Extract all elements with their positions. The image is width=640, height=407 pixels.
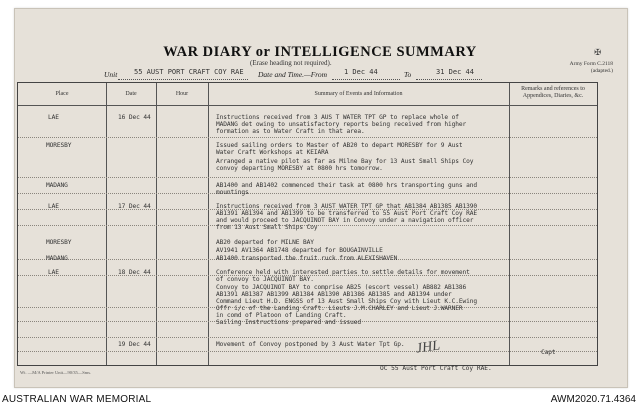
entry-line: convoy departing MORESBY at 0800 hrs tomorrow. [216, 165, 383, 172]
date-to-label: To [404, 70, 412, 79]
entry-line: Sailing Instructions prepared and issued [216, 319, 362, 326]
entry-place: LAE [48, 269, 59, 276]
entry-place: LAE [48, 114, 59, 121]
archive-reference: AWM2020.71.4364 [550, 394, 636, 405]
entry-line: Convoy to JACQUINOT BAY to comprise AB25 (escort vessel) AB882 AB1386 [216, 284, 467, 291]
entry-line: AB1400 transported the fruit ruck from ALEXISHAVEN [216, 255, 398, 262]
entry-date: 17 Dec 44 [118, 203, 151, 210]
unit-value: 55 AUST PORT CRAFT COY RAE [134, 68, 244, 76]
document-subtitle: (Erase heading not required). [250, 59, 332, 67]
unit-date-line [0, 70, 640, 82]
entry-line: Conference held with interested parties to settle details for movement [216, 269, 470, 276]
entry-line: in comd of Platoon of Landing Craft. [216, 312, 347, 319]
entry-line: MADANG det owing to unsatisfactory reports being received from higher [216, 121, 467, 128]
entry-line: AV1941 AV1364 AB1748 departed for BOUGAINVILLE [216, 247, 383, 254]
entry-line: AB1391 AB1394 and AB1399 to be transferred to 55 Aust Port Craft Coy RAE [216, 210, 478, 217]
entry-line: AB1391 AB1387 AB1399 AB1384 AB1390 AB1386 AB1385 and AB1394 under [216, 291, 452, 298]
column-header-remarks: Remarks and references to Appendices, Diaries, &c. [521, 86, 585, 99]
entry-line: AB20 departed for MILNE BAY [216, 239, 314, 246]
column-header-summary: Summary of Events and Information [314, 91, 403, 97]
remarks-rank: Capt [541, 349, 556, 356]
date-to-value: 31 Dec 44 [436, 68, 474, 76]
entry-line: Water Craft Workshops at KEIARA [216, 149, 329, 156]
printer-imprint: Wt. —M/A Printer Unit—90/35—Sms. [20, 370, 92, 375]
column-header-place: Place [55, 91, 69, 97]
entry-line: and would proceed to JACQUINOT BAY in Convoy under a navigation officer [216, 217, 474, 224]
entry-place: MADANG [46, 182, 68, 189]
army-form-reference: Army Form C.2118 (adapted.) [569, 61, 613, 74]
date-from-value: 1 Dec 44 [344, 68, 378, 76]
entry-place: LAE [48, 203, 59, 210]
entry-line: Issued sailing orders to Master of AB20 to depart MORESBY for 9 Aust [216, 142, 463, 149]
entry-place: MORESBY [46, 239, 72, 246]
entry-line: Offr i/c of the Landing Craft. Lieuts J.M.CHARLEY and Lieut J.WARNER [216, 305, 463, 312]
column-header-hour: Hour [175, 91, 189, 97]
date-range-label: Date and Time.—From [258, 70, 328, 79]
crest-icon: ✠ [594, 45, 601, 58]
entry-line: Arranged a native pilot as far as Milne Bay for 13 Aust Small Ships Coy [216, 158, 474, 165]
entry-line: Instructions received from 3 AUS T WATER TPT GP to replace whole of [216, 114, 459, 121]
entry-line: AB1400 and AB1402 commenced their task at 0800 hrs transporting guns and [216, 182, 478, 189]
entry-place: MORESBY [46, 142, 72, 149]
signature-block: OC 55 Aust Port Craft Coy RAE. [380, 365, 492, 372]
unit-label: Unit [104, 70, 118, 79]
document-title: WAR DIARY or INTELLIGENCE SUMMARY [163, 44, 477, 60]
handwritten-signature: JHL [415, 338, 441, 357]
entry-line: Movement of Convoy postponed by 3 Aust Water Tpt Gp. [216, 341, 405, 348]
entry-line: from 13 Aust Small Ships Coy [216, 224, 318, 231]
entry-date: 18 Dec 44 [118, 269, 151, 276]
archive-caption: AUSTRALIAN WAR MEMORIAL [2, 394, 152, 405]
entry-line: Instructions received from 3 AUST WATER TPT GP that AB1384 AB1385 AB1390 [216, 203, 478, 210]
entry-line: of convoy to JACQUINOT BAY. [216, 276, 314, 283]
entry-date: 19 Dec 44 [118, 341, 151, 348]
entry-line: Command Lieut H.D. ENGSS of 13 Aust Small Ships Coy with Lieut K.C.Ewing [216, 298, 478, 305]
column-header-date: Date [125, 91, 137, 97]
entry-place: MADANG [46, 255, 68, 262]
diary-table [17, 82, 598, 366]
entry-line: mountings [216, 189, 249, 196]
entry-line: formation as to Water Craft in that area. [216, 128, 365, 135]
entry-date: 16 Dec 44 [118, 114, 151, 121]
